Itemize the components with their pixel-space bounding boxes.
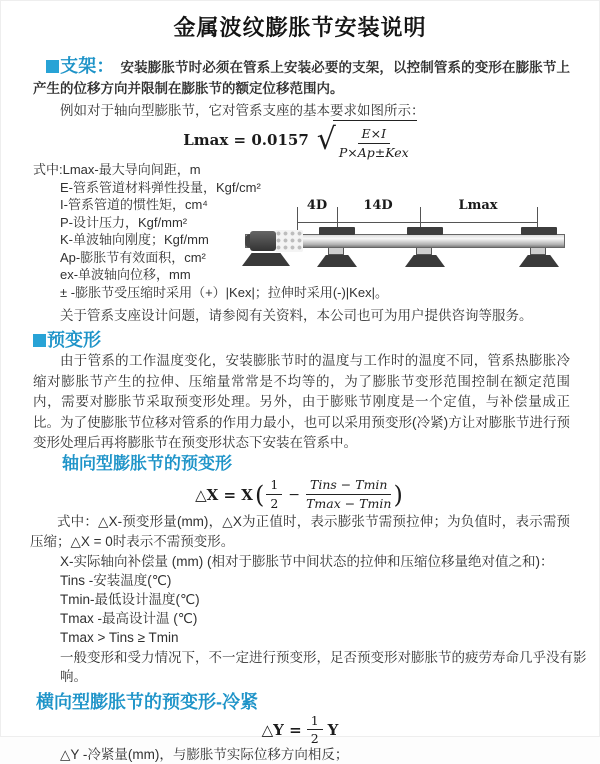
support-clamp	[407, 227, 443, 235]
axial-subsection-heading: 轴向型膨胀节的预变形	[62, 453, 232, 473]
axial-item: 一般变形和受力情况下，不一定进行预变形，足否预变形对膨胀节的疲劳寿命几乎没有影响。	[60, 649, 587, 684]
fixed-anchor	[250, 231, 276, 251]
pipe-guide-support	[517, 227, 561, 269]
section-square-icon	[46, 60, 59, 73]
half-numerator: 1	[307, 713, 323, 731]
guide-spacing-formula	[0, 122, 600, 160]
half-denominator: 2	[270, 496, 279, 511]
formula1-numerator: E×I	[358, 126, 391, 144]
temp-numerator: Tins − Tmin	[306, 477, 391, 495]
formula1-prefix: Lmax = 0.0157	[183, 131, 309, 149]
pipe-support-diagram	[245, 198, 600, 298]
dimension-line	[297, 222, 537, 223]
support-neck	[416, 248, 432, 255]
dim-label-lmax: Lmax	[458, 198, 498, 213]
half-numerator: 1	[266, 477, 282, 495]
axial-item: Tmin-最低设计温度(℃)	[60, 591, 200, 607]
definition-line: Ap-膨胀节有效面积，cm²	[60, 249, 206, 265]
definition-line: ± -膨胀节受压缩时采用（+）|Kex|；拉伸时采用(-)|Kex|。	[60, 284, 388, 300]
support-intro-paragraph	[33, 56, 570, 99]
axial-definition-list	[0, 552, 600, 686]
support-base	[317, 255, 357, 267]
anchor-base	[242, 253, 290, 266]
formula3-lhs: △Y =	[261, 720, 302, 739]
half-denominator: 2	[310, 731, 319, 747]
definition-line: I-管系管道的惯性矩，cm⁴	[60, 197, 208, 212]
support-neck	[530, 248, 546, 255]
temp-denominator: Tmax − Tmin	[306, 496, 392, 511]
pipe-guide-support	[403, 227, 447, 269]
definition-line: 式中:Lmax-最大导向间距，m	[33, 162, 201, 177]
definitions-and-diagram	[33, 161, 600, 301]
formula2-lhs: △X = X	[195, 485, 253, 504]
temperature-fraction	[306, 477, 391, 511]
support-consulting-note: 关于管系支座设计问题，请参阅有关资料，本公司也可为用户提供咨询等服务。	[60, 308, 533, 323]
radical-sign: √	[316, 122, 336, 157]
support-base	[519, 255, 559, 267]
predeform-body-paragraph: 由于管系的工作温度变化，安装膨胀节时的温度与工作时的温度不同，管系热膨胀冷缩对膨胀节产生的拉伸、压缩量常常是不均等的，为了膨胀节变形范围控制在额定范围内，需要对膨胀节采取预变形处理。另外，由于膨账节刚度是一个定值，与补偿量成正比。为了使膨胀节位移对管系的作用力最小，也可以采用预变形(冷紧)方让对膨胀节进行预变形处理后再将膨胀节在预变形状态下安装在管系中。	[33, 353, 570, 450]
lateral-formula-explanation: △Y -冷紧量(mm)，与膨胀节实际位移方向相反；	[60, 746, 349, 762]
definition-line: E-管系管道材料弹性投量，Kgf/cm²	[60, 179, 261, 195]
support-clamp	[521, 227, 557, 235]
support-example-line: 例如对于轴向型膨胀节，它对管系支座的基本要求如图所示：	[60, 103, 425, 118]
section-square-icon	[33, 334, 46, 347]
lateral-coldpull-formula	[0, 712, 600, 747]
axial-item: X-实际轴向补偿量 (mm) (相对于膨胀节中间状态的拉伸和压缩位移量绝对值之和)：	[60, 553, 554, 569]
formula1-denominator: P×Ap±Kex	[338, 144, 409, 160]
close-paren: )	[393, 480, 403, 509]
support-neck	[328, 248, 344, 255]
predeform-section-title: 预变形	[47, 330, 101, 350]
definition-line: K-单波轴向刚度；Kgf/mm	[60, 232, 209, 247]
formula3-rhs: Y	[327, 720, 339, 739]
axial-item: Tmax > Tins ≥ Tmin	[60, 630, 179, 646]
support-section-title: 支架：	[60, 56, 115, 76]
lateral-subsection-heading: 横向型膨胀节的预变形-冷紧	[36, 691, 258, 712]
open-paren: (	[254, 480, 265, 509]
pipe-guide-support	[315, 227, 359, 269]
definition-line: ex-单波轴向位移，mm	[60, 267, 191, 282]
one-half-fraction	[307, 713, 323, 747]
axial-formula-explanation: 式中：△X-预变形量(mm)，△X为正值时，表示膨张节需预拉伸；为负值时，表示需预压缩；△X = 0时表示不需预变形。	[30, 513, 570, 549]
support-clamp	[319, 227, 355, 235]
one-half-fraction	[266, 477, 282, 511]
predeform-section-header	[33, 329, 600, 351]
axial-item: Tins -安装温度(℃)	[60, 572, 172, 588]
dim-label-4d: 4D	[306, 198, 328, 213]
minus-operator: −	[288, 486, 301, 503]
axial-predeform-formula	[0, 478, 600, 512]
axial-item: Tmax -最高设计温 (℃)	[60, 611, 198, 627]
definition-line: P-设计压力，Kgf/mm²	[60, 214, 188, 230]
page-title: 金属波纹膨胀节安装说明	[173, 15, 427, 40]
support-intro-text: 安装膨胀节时必须在管系上安装必要的支架，以控制管系的变形在膨胀节上产生的位移方向并限制在膨胀节的额定位移范围内。	[33, 60, 570, 96]
support-base	[405, 255, 445, 267]
dim-label-14d: 14D	[363, 198, 393, 213]
formula1-radicand	[333, 120, 417, 160]
bellows-expansion-joint	[275, 230, 303, 252]
